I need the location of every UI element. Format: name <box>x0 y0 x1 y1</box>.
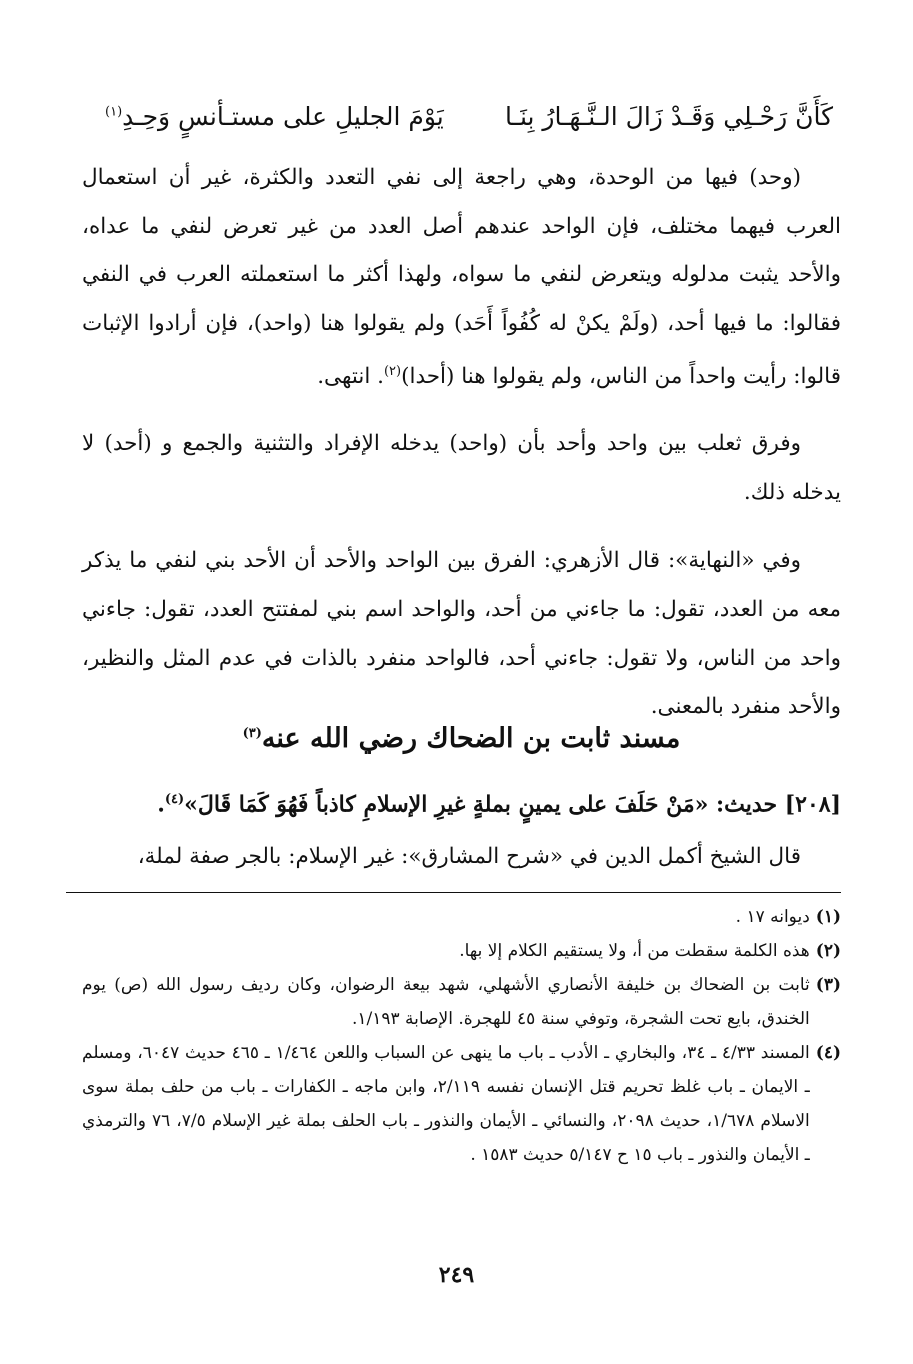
verse-first-hemistich: كَأَنَّ رَحْـلِي وَقَـدْ زَالَ الـنَّـهَـارُ بِنَـا <box>505 101 833 131</box>
footnote-text: ديوانه ١٧ . <box>735 907 810 927</box>
footnotes <box>82 900 841 1172</box>
paragraph-gap <box>82 517 841 537</box>
footnote-number: (٢) <box>815 941 841 961</box>
footnote-ref-1: (١) <box>105 104 123 120</box>
page-number: ٢٤٩ <box>438 1262 475 1288</box>
footnote-text: ثابت بن الضحاك بن خليفة الأنصاري الأشهلي، شهد بيعة الرضوان، وكان رديف رسول الله (ص) يوم الخندق، بايع تحت الشجرة، وتوفي سنة ٤٥ للهجرة. الإصابة ١/١٩٣. <box>82 975 810 1029</box>
commentary-line: قال الشيخ أكمل الدين في «شرح المشارق»: غير الإسلام: بالجر صفة لملة، <box>137 844 801 869</box>
footnote-item <box>82 934 841 968</box>
hadith-line <box>82 780 841 824</box>
footnote-item <box>82 968 841 1036</box>
footnote-divider <box>66 892 841 893</box>
footnote-text: هذه الكلمة سقطت من أ، ولا يستقيم الكلام إلا بها. <box>459 941 810 961</box>
footnote-ref-2: (٢) <box>383 364 402 380</box>
poetry-verse <box>105 92 833 140</box>
verse-second-hemistich-text: يَوْمَ الجليلِ على مستـأنسٍ وَحِـدِ <box>122 101 444 131</box>
footnote-text: المسند ٤/٣٣ ـ ٣٤، والبخاري ـ الأدب ـ باب ما ينهى عن السباب واللعن ١/٤٦٤ ـ ٤٦٥ حديث ٦٠٤٧، ومسلم ـ الايمان ـ باب غلظ تحريم قتل الإنسان نفسه ٢/١١٩، وابن ماجه ـ الكفارات ـ باب من حلف بملة سوى الاسلام ١/٦٧٨، حديث ٢٠٩٨، والنسائي ـ الأيمان والنذور ـ باب الحلف بملة غير الإسلام ٧/٥، ٧٦ والترمذي ـ الأيمان والنذور ـ باب ١٥ ح ٥/١٤٧ حديث ١٥٨٣ . <box>82 1043 810 1165</box>
hadith-text: [٢٠٨] حديث: «مَنْ حَلَفَ على يمينٍ بملةٍ غيرِ الإسلامِ كاذباً فَهُوَ كَمَا قَالَ» <box>184 791 841 818</box>
verse-second-hemistich <box>105 102 444 131</box>
hadith-end: . <box>157 791 165 818</box>
footnote-item <box>82 900 841 934</box>
paragraph-thaalab: وفرق ثعلب بين واحد وأحد بأن (واحد) يدخله الإفراد والتثنية والجمع و (أحد) لا يدخله ذلك. <box>82 431 841 505</box>
section-heading <box>82 712 841 761</box>
paragraph-gap <box>82 402 841 420</box>
footnote-ref-3: (٣) <box>242 726 262 741</box>
paragraph-wahd-end: . انتهى. <box>317 364 384 390</box>
footnote-number: (٤) <box>815 1043 841 1063</box>
main-text <box>82 154 841 732</box>
paragraph-nihaya: وفي «النهاية»: قال الأزهري: الفرق بين الواحد والأحد أن الأحد بني لنفي ما يذكر معه من العدد، تقول: ما جاءني من أحد، والواحد اسم بني لمفتتح العدد، تقول: جاءني واحد من الناس، ولا تقول: جاءني أحد، فالواحد منفرد بالذات في عدم المثل والنظير، والأحد منفرد بالمعنى. <box>82 548 841 720</box>
footnote-number: (١) <box>815 907 841 927</box>
footnote-item <box>82 1036 841 1172</box>
footnote-ref-4: (٤) <box>164 792 185 807</box>
footnote-number: (٣) <box>815 975 841 995</box>
paragraph-wahd <box>82 154 841 402</box>
section-heading-text: مسند ثابت بن الضحاك رضي الله عنه <box>261 723 681 754</box>
paragraph-wahd-text: (وحد) فيها من الوحدة، وهي راجعة إلى نفي التعدد والكثرة، غير أن استعمال العرب فيهما مختلف، فإن الواحد عندهم أصل العدد من غير تعرض لنفي ما عداه، والأحد يثبت مدلوله ويتعرض لنفي ما سواه، ولهذا أكثر ما استعملته العرب في النفي فقالوا: ما فيها أحد، (ولَمْ يكنْ له كُفُواً أَحَد) ولم يقولوا هنا (واحد)، فإن أرادوا الإثبات قالوا: رأيت واحداً من الناس، ولم يقولوا هنا (أحدا) <box>82 165 841 390</box>
